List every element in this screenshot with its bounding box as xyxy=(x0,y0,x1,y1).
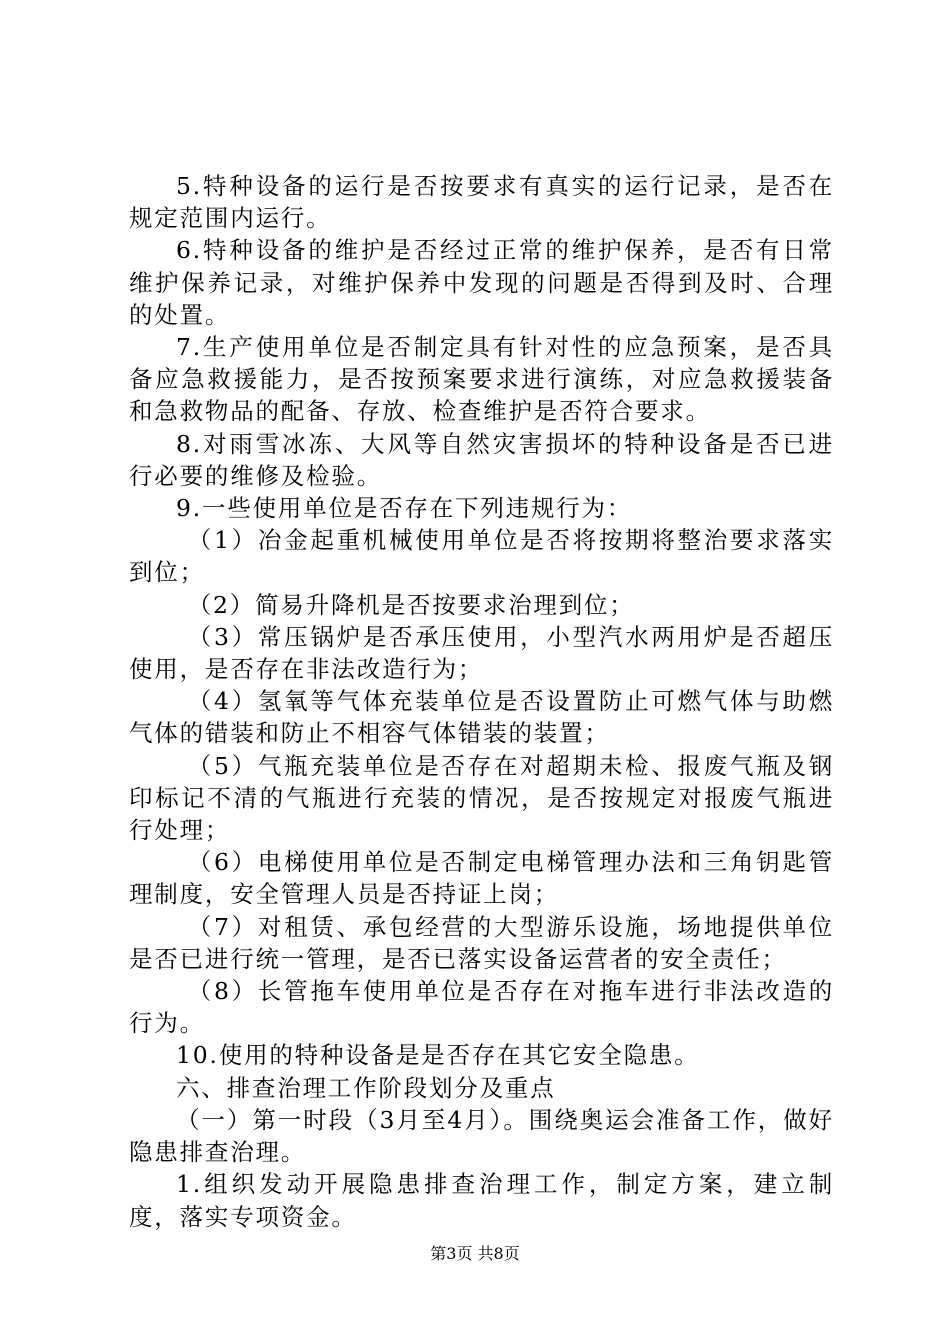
paragraph: 8.对雨雪冰冻、大风等自然灾害损坏的特种设备是否已进行必要的维修及检验。 xyxy=(129,429,834,490)
paragraph: 1.组织发动开展隐患排查治理工作，制定方案，建立制度，落实专项资金。 xyxy=(129,1170,834,1231)
paragraph: 6.特种设备的维护是否经过正常的维护保养，是否有日常维护保养记录，对维护保养中发现的问题是否得到及时、合理的处置。 xyxy=(129,236,834,329)
document-body xyxy=(129,170,834,1233)
sub-item: （6）电梯使用单位是否制定电梯管理办法和三角钥匙管理制度，安全管理人员是否持证上岗； xyxy=(129,848,834,909)
section-heading: 六、排查治理工作阶段划分及重点 xyxy=(176,1073,556,1102)
page-footer: 第3页 共8页 xyxy=(430,1244,520,1263)
sub-item: （7）对租赁、承包经营的大型游乐设施，场地提供单位是否已进行统一管理，是否已落实设备运营者的安全责任； xyxy=(129,912,834,973)
paragraph: 9.一些使用单位是否存在下列违规行为： xyxy=(176,494,633,523)
sub-item: （8）长管拖车使用单位是否存在对拖车进行非法改造的行为。 xyxy=(129,977,834,1038)
paragraph: 10.使用的特种设备是是否存在其它安全隐患。 xyxy=(176,1041,700,1070)
paragraph: 5.特种设备的运行是否按要求有真实的运行记录，是否在规定范围内运行。 xyxy=(129,172,834,233)
sub-item: （2）简易升降机是否按要求治理到位； xyxy=(187,590,635,619)
sub-item: （3）常压锅炉是否承压使用，小型汽水两用炉是否超压使用，是否存在非法改造行为； xyxy=(129,622,834,684)
paragraph: 7.生产使用单位是否制定具有针对性的应急预案，是否具备应急救援能力，是否按预案要求进行演练，对应急救援装备和急救物品的配备、存放、检查维护是否符合要求。 xyxy=(129,333,834,426)
sub-item: （5）气瓶充装单位是否存在对超期未检、报废气瓶及钢印标记不清的气瓶进行充装的情况，是否按规定对报废气瓶进行处理； xyxy=(129,751,834,845)
sub-item: （1）冶金起重机械使用单位是否将按期将整治要求落实到位； xyxy=(129,526,834,587)
subsection-heading: （一）第一时段（3月至4月）。围绕奥运会准备工作，做好隐患排查治理。 xyxy=(129,1105,834,1167)
sub-item: （4）氢氧等气体充装单位是否设置防止可燃气体与助燃气体的错装和防止不相容气体错装的装置； xyxy=(129,687,834,748)
